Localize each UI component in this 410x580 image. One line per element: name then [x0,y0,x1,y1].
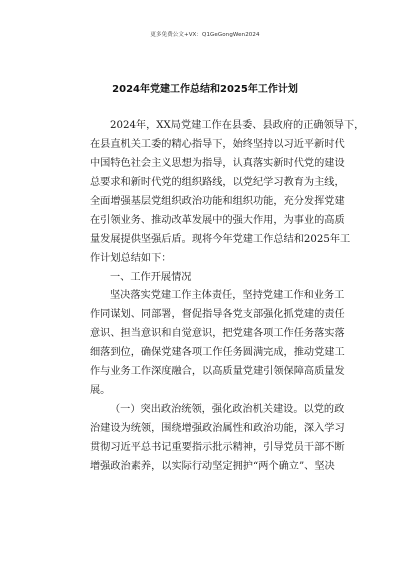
paragraph-line: 作计划总结如下： [90,252,172,264]
paragraph-line: 总要求和新时代党的组织路线，以党纪学习教育为主线， [90,176,345,188]
paragraph-line: 坚决落实党建工作主体责任，坚持党建工作和业务工 [110,290,345,302]
header-note: 更多免费公文+VX：Q1GeGongWen2024 [150,32,260,38]
paragraph-line: 量发展提供坚强后盾。现将今年党建工作总结和2025年工 [90,233,351,245]
paragraph-line: 意识、担当意识和自觉意识，把党建各项工作任务落实落 [90,328,345,340]
document-body [90,117,365,477]
paragraph-line: 在引领业务、推动改革发展中的强大作用，为事业的高质 [90,214,345,226]
paragraph-line: 2024年，XX局党建工作在县委、县政府的正确领导下， [110,120,365,131]
document-title: 2024年党建工作总结和2025年工作计划 [112,84,298,95]
section-heading: 一、工作开展情况 [110,271,192,283]
paragraph-line: 在县直机关工委的精心指导下，始终坚持以习近平新时代 [90,138,345,150]
paragraph-line: 中国特色社会主义思想为指导，认真落实新时代党的建设 [90,157,345,169]
paragraph-line: 作同谋划、同部署，督促指导各党支部强化抓党建的责任 [90,309,345,321]
paragraph-line: 展。 [90,385,111,397]
paragraph-line: 贯彻习近平总书记重要指示批示精神，引导党员干部不断 [90,441,345,453]
paragraph-line: 细落到位，确保党建各项工作任务圆满完成，推动党建工 [90,347,345,359]
paragraph-line: 治建设为统领，围绕增强政治属性和政治功能，深入学习 [90,423,345,434]
paragraph-line: 增强政治素养，以实际行动坚定拥护“两个确立”、坚决 [90,460,335,472]
subsection-line: （一）突出政治统领，强化政治机关建设。以党的政 [110,404,345,416]
paragraph-line: 全面增强基层党组织政治功能和组织功能，充分发挥党建 [90,195,345,207]
paragraph-line: 作与业务工作深度融合，以高质量党建引领保障高质量发 [90,366,345,378]
